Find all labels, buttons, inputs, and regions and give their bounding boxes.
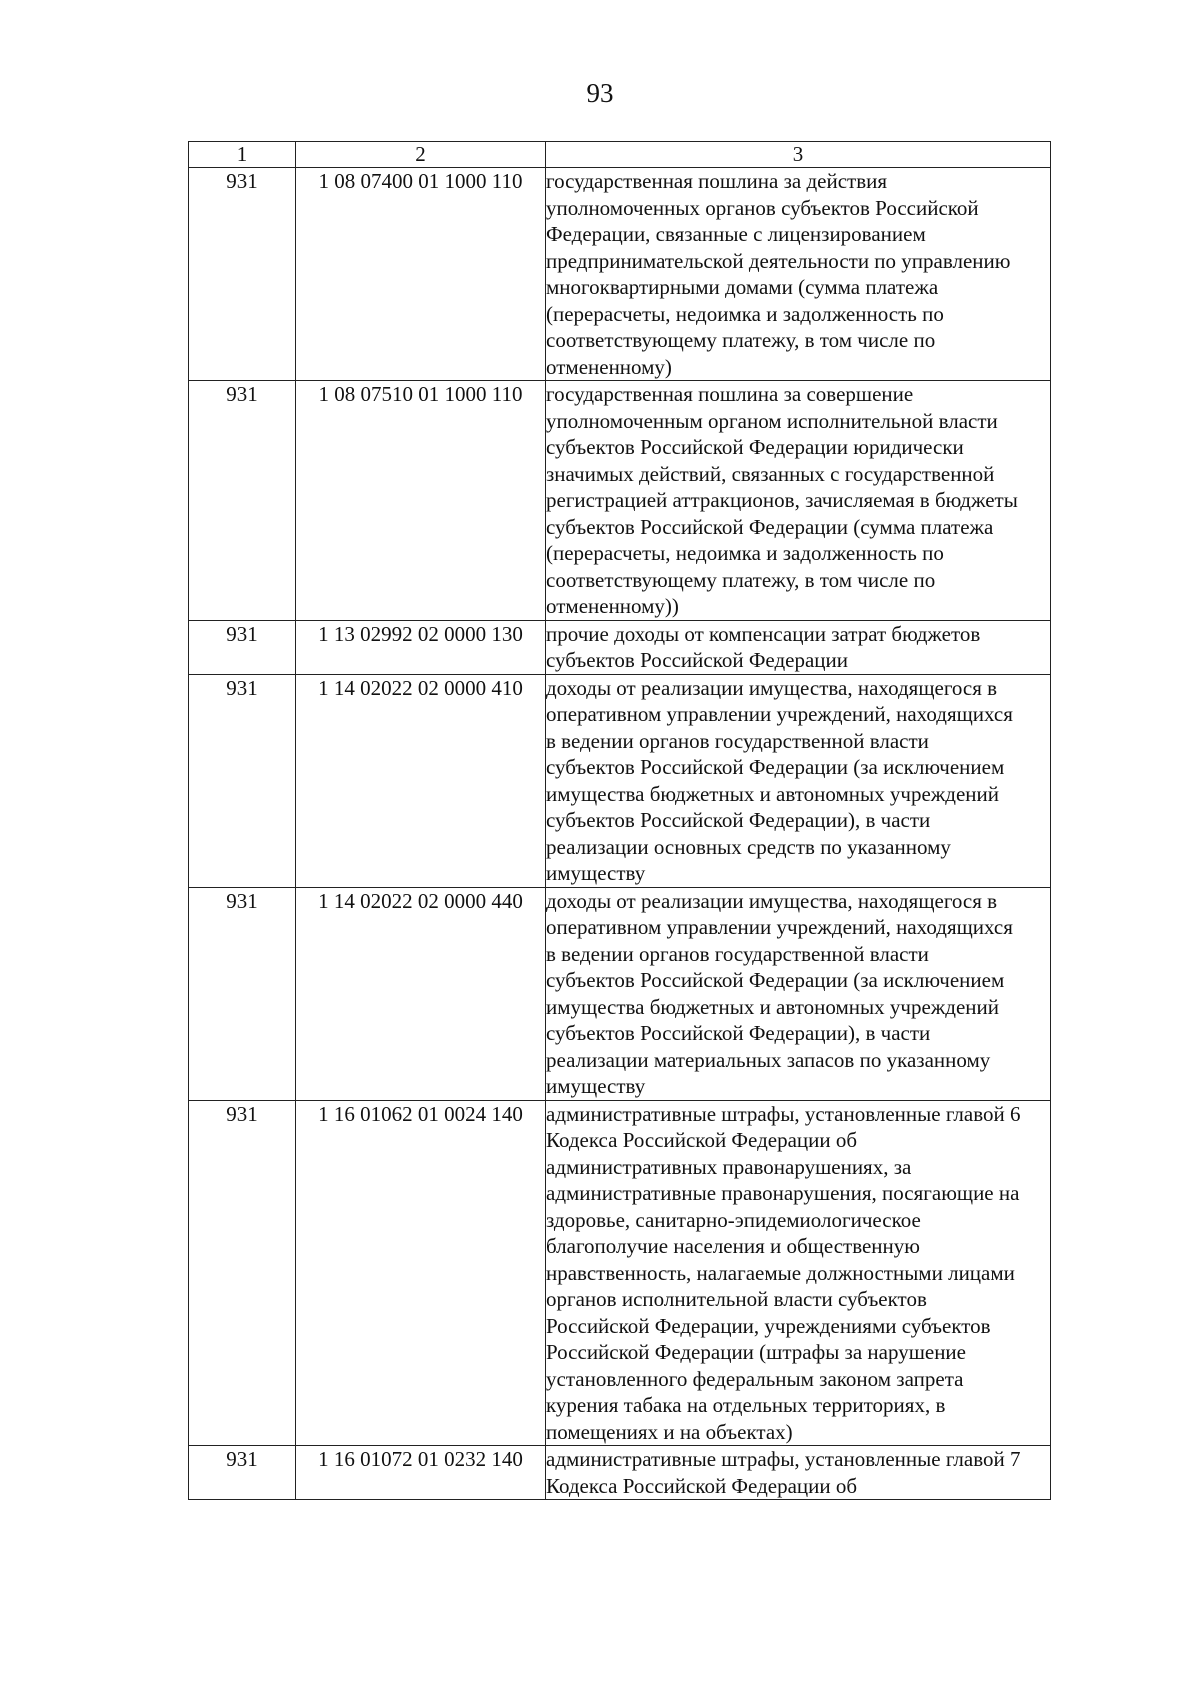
administrator-code: 931 — [189, 381, 296, 621]
revenue-description: административные штрафы, установленные главой 6 Кодекса Российской Федерации об административных правонарушениях, за административные правонарушения, посягающие на здоровье, санитарно-эпидемиологическое благополучие населения и общественную нравственность, налагаемые должностными лицами органов исполнительной власти субъектов Российской Федерации, учреждениями субъектов Российской Федерации (штрафы за нарушение установленного федеральным законом запрета курения табака на отдельных территориях, в помещениях и на объектах) — [546, 1100, 1051, 1446]
table-row — [189, 674, 1051, 887]
column-header-2: 2 — [296, 142, 546, 168]
table-header-row — [189, 142, 1051, 168]
revenue-code: 1 14 02022 02 0000 440 — [296, 887, 546, 1100]
table-row — [189, 381, 1051, 621]
table-row — [189, 620, 1051, 674]
administrator-code: 931 — [189, 674, 296, 887]
revenue-description: государственная пошлина за действия уполномоченных органов субъектов Российской Федерации, связанные с лицензированием предпринимательской деятельности по управлению многоквартирными домами (сумма платежа (перерасчеты, недоимка и задолженность по соответствующему платежу, в том числе по отмененному) — [546, 168, 1051, 381]
revenue-description: прочие доходы от компенсации затрат бюджетов субъектов Российской Федерации — [546, 620, 1051, 674]
table-row — [189, 887, 1051, 1100]
revenue-code: 1 16 01072 01 0232 140 — [296, 1446, 546, 1500]
column-header-3: 3 — [546, 142, 1051, 168]
revenue-description: доходы от реализации имущества, находящегося в оперативном управлении учреждений, находящихся в ведении органов государственной власти субъектов Российской Федерации (за исключением имущества бюджетных и автономных учреждений субъектов Российской Федерации), в части реализации материальных запасов по указанному имуществу — [546, 887, 1051, 1100]
administrator-code: 931 — [189, 887, 296, 1100]
revenue-code: 1 13 02992 02 0000 130 — [296, 620, 546, 674]
administrator-code: 931 — [189, 1100, 296, 1446]
column-header-1: 1 — [189, 142, 296, 168]
administrator-code: 931 — [189, 620, 296, 674]
revenue-codes-table — [188, 141, 1051, 1500]
table-row — [189, 168, 1051, 381]
revenue-code: 1 08 07400 01 1000 110 — [296, 168, 546, 381]
revenue-description: доходы от реализации имущества, находящегося в оперативном управлении учреждений, находящихся в ведении органов государственной власти субъектов Российской Федерации (за исключением имущества бюджетных и автономных учреждений субъектов Российской Федерации), в части реализации основных средств по указанному имуществу — [546, 674, 1051, 887]
revenue-code: 1 16 01062 01 0024 140 — [296, 1100, 546, 1446]
administrator-code: 931 — [189, 1446, 296, 1500]
administrator-code: 931 — [189, 168, 296, 381]
revenue-code: 1 08 07510 01 1000 110 — [296, 381, 546, 621]
table-row — [189, 1100, 1051, 1446]
page-number: 93 — [586, 78, 614, 108]
revenue-description: административные штрафы, установленные главой 7 Кодекса Российской Федерации об — [546, 1446, 1051, 1500]
revenue-description: государственная пошлина за совершение уполномоченным органом исполнительной власти субъектов Российской Федерации юридически значимых действий, связанных с государственной регистрацией аттракционов, зачисляемая в бюджеты субъектов Российской Федерации (сумма платежа (перерасчеты, недоимка и задолженность по соответствующему платежу, в том числе по отмененному)) — [546, 381, 1051, 621]
table-row — [189, 1446, 1051, 1500]
revenue-code: 1 14 02022 02 0000 410 — [296, 674, 546, 887]
